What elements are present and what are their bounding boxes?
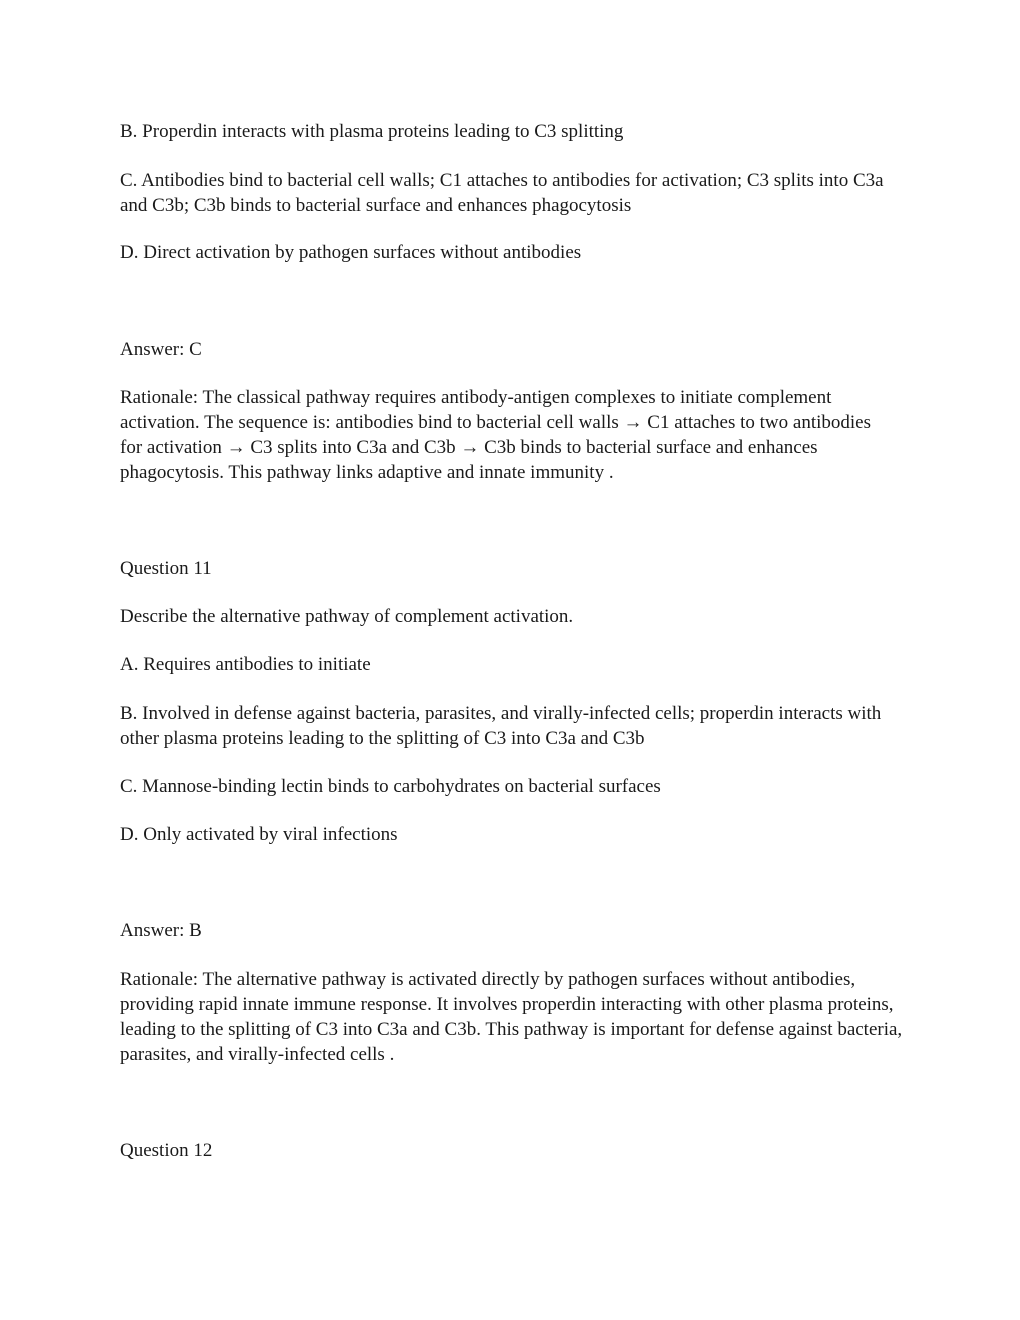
prev-option-b: B. Properdin interacts with plasma proteins leading to C3 splitting — [120, 121, 624, 142]
question-11-heading: Question 11 — [120, 558, 212, 579]
question-12-heading: Question 12 — [120, 1140, 213, 1161]
prev-option-c: C. Antibodies bind to bacterial cell walls; C1 attaches to antibodies for activation; C3 splits into C3a and C3b; C3b binds to bacterial surface and enhances phagocytosis — [120, 170, 884, 216]
q11-option-b: B. Involved in defense against bacteria, parasites, and virally-infected cells; properdin interacts with other plasma proteins leading to the splitting of C3 into C3a and C3b — [120, 703, 882, 749]
question-11-prompt: Describe the alternative pathway of complement activation. — [120, 606, 574, 627]
prev-rationale: Rationale: The classical pathway requires antibody-antigen complexes to initiate complement activation. The sequence is: antibodies bind to bacterial cell walls → C1 attaches to two antibodies for activation → C3 splits into C3a and C3b → C3b binds to bacterial surface and enhances phagocytosis. This pathway links adaptive and innate immunity . — [120, 387, 872, 483]
prev-option-d: D. Direct activation by pathogen surfaces without antibodies — [120, 242, 582, 263]
q11-rationale: Rationale: The alternative pathway is activated directly by pathogen surfaces without antibodies, providing rapid innate immune response. It involves properdin interacting with other plasma proteins, leading to the splitting of C3 into C3a and C3b. This pathway is important for defense against bacteria, parasites, and virally-infected cells . — [120, 969, 903, 1065]
q11-option-d: D. Only activated by viral infections — [120, 824, 398, 845]
q11-option-c: C. Mannose-binding lectin binds to carbohydrates on bacterial surfaces — [120, 776, 661, 797]
q11-answer: Answer: B — [120, 920, 202, 941]
prev-answer: Answer: C — [120, 339, 202, 360]
q11-option-a: A. Requires antibodies to initiate — [120, 654, 371, 675]
